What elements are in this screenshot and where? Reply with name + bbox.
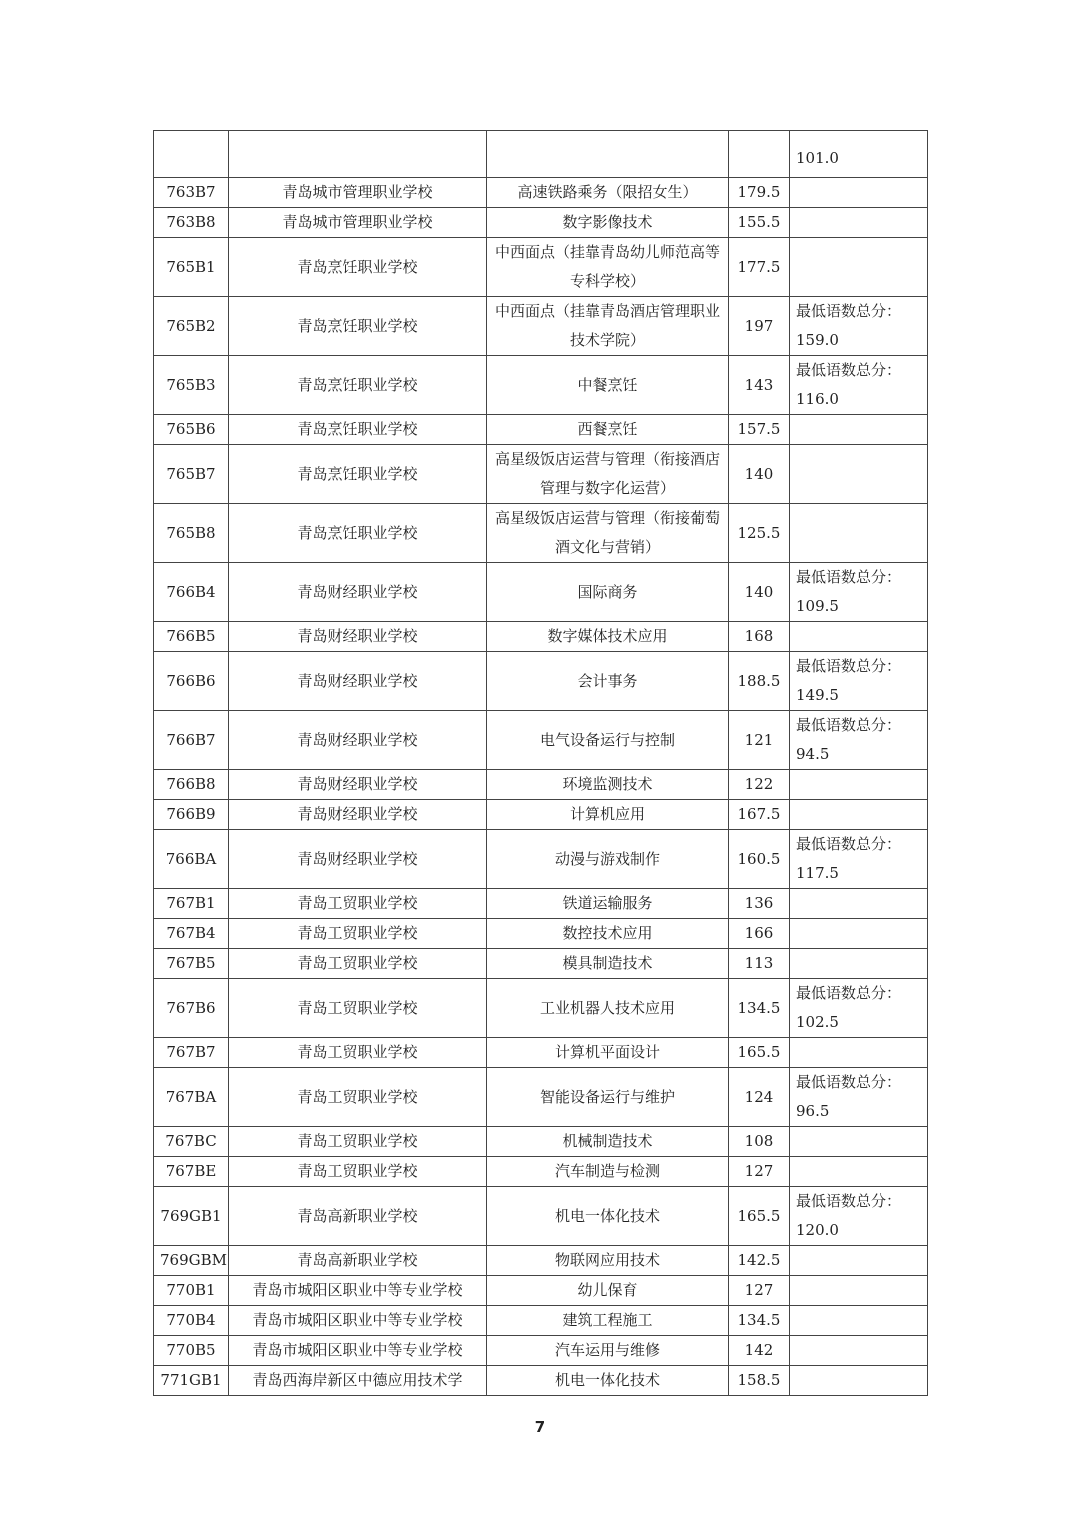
cell-score: 197 — [729, 297, 790, 356]
cell-note — [790, 1127, 928, 1157]
cell-note — [790, 1336, 928, 1366]
cell-major: 建筑工程施工 — [487, 1306, 729, 1336]
cell-school: 青岛财经职业学校 — [229, 652, 487, 711]
cell-major: 计算机应用 — [487, 800, 729, 830]
cell-school: 青岛工贸职业学校 — [229, 1068, 487, 1127]
table-row — [154, 178, 928, 208]
cell-score: 179.5 — [729, 178, 790, 208]
cell-note: 101.0 — [790, 131, 928, 178]
cell-school — [229, 131, 487, 178]
cell-code: 765B3 — [154, 356, 229, 415]
cell-code: 763B7 — [154, 178, 229, 208]
table-row — [154, 238, 928, 297]
table-row — [154, 297, 928, 356]
cell-score: 124 — [729, 1068, 790, 1127]
cell-school: 青岛高新职业学校 — [229, 1187, 487, 1246]
table-row — [154, 979, 928, 1038]
cell-code: 770B4 — [154, 1306, 229, 1336]
cell-score: 121 — [729, 711, 790, 770]
cell-code: 767BA — [154, 1068, 229, 1127]
cell-major: 计算机平面设计 — [487, 1038, 729, 1068]
cell-note — [790, 919, 928, 949]
cell-score: 188.5 — [729, 652, 790, 711]
cell-code: 767BE — [154, 1157, 229, 1187]
cell-major: 动漫与游戏制作 — [487, 830, 729, 889]
cell-score: 167.5 — [729, 800, 790, 830]
table-row — [154, 1187, 928, 1246]
cell-note: 最低语数总分：149.5 — [790, 652, 928, 711]
cell-code: 765B8 — [154, 504, 229, 563]
table-row — [154, 131, 928, 178]
cell-note — [790, 445, 928, 504]
cell-note — [790, 770, 928, 800]
cell-major: 物联网应用技术 — [487, 1246, 729, 1276]
page-number: 7 — [534, 1418, 546, 1436]
cell-score: 127 — [729, 1276, 790, 1306]
cell-note: 最低语数总分：117.5 — [790, 830, 928, 889]
cell-school: 青岛工贸职业学校 — [229, 949, 487, 979]
cell-school: 青岛工贸职业学校 — [229, 979, 487, 1038]
table-row — [154, 800, 928, 830]
table-row — [154, 830, 928, 889]
cell-note: 最低语数总分：116.0 — [790, 356, 928, 415]
table-row — [154, 415, 928, 445]
cell-major: 数字媒体技术应用 — [487, 622, 729, 652]
table-row — [154, 1366, 928, 1396]
cell-major — [487, 131, 729, 178]
cell-code: 771GB1 — [154, 1366, 229, 1396]
cell-score: 122 — [729, 770, 790, 800]
cell-note: 最低语数总分：96.5 — [790, 1068, 928, 1127]
cell-note — [790, 1038, 928, 1068]
cell-major: 机电一体化技术 — [487, 1187, 729, 1246]
cell-major: 会计事务 — [487, 652, 729, 711]
cell-major: 机电一体化技术 — [487, 1366, 729, 1396]
cell-school: 青岛工贸职业学校 — [229, 1127, 487, 1157]
cell-major: 数控技术应用 — [487, 919, 729, 949]
cell-school: 青岛财经职业学校 — [229, 622, 487, 652]
cell-school: 青岛烹饪职业学校 — [229, 415, 487, 445]
cell-code: 765B1 — [154, 238, 229, 297]
cell-code: 765B7 — [154, 445, 229, 504]
cell-code: 767B6 — [154, 979, 229, 1038]
cell-major: 西餐烹饪 — [487, 415, 729, 445]
cell-note — [790, 504, 928, 563]
cell-score: 136 — [729, 889, 790, 919]
cell-code: 766B8 — [154, 770, 229, 800]
table-row — [154, 563, 928, 622]
cell-major: 电气设备运行与控制 — [487, 711, 729, 770]
cell-note — [790, 208, 928, 238]
cell-code: 767B7 — [154, 1038, 229, 1068]
cell-score: 160.5 — [729, 830, 790, 889]
cell-note: 最低语数总分：120.0 — [790, 1187, 928, 1246]
cell-major: 数字影像技术 — [487, 208, 729, 238]
cell-score: 165.5 — [729, 1187, 790, 1246]
cell-note — [790, 949, 928, 979]
cell-score: 143 — [729, 356, 790, 415]
cell-note — [790, 1157, 928, 1187]
cell-code: 766BA — [154, 830, 229, 889]
table-row — [154, 356, 928, 415]
cell-school: 青岛西海岸新区中德应用技术学 — [229, 1366, 487, 1396]
cell-major: 高星级饭店运营与管理（衔接酒店管理与数字化运营） — [487, 445, 729, 504]
cell-code: 767BC — [154, 1127, 229, 1157]
table-row — [154, 770, 928, 800]
cell-major: 机械制造技术 — [487, 1127, 729, 1157]
cell-major: 中西面点（挂靠青岛幼儿师范高等专科学校） — [487, 238, 729, 297]
cell-score: 155.5 — [729, 208, 790, 238]
table-row — [154, 1038, 928, 1068]
cell-school: 青岛城市管理职业学校 — [229, 208, 487, 238]
cell-code: 770B1 — [154, 1276, 229, 1306]
cell-code: 765B6 — [154, 415, 229, 445]
cell-code: 766B4 — [154, 563, 229, 622]
cell-school: 青岛工贸职业学校 — [229, 919, 487, 949]
cell-score: 113 — [729, 949, 790, 979]
cell-note — [790, 622, 928, 652]
cell-note: 最低语数总分：102.5 — [790, 979, 928, 1038]
cell-score: 158.5 — [729, 1366, 790, 1396]
cell-note: 最低语数总分：159.0 — [790, 297, 928, 356]
cell-note — [790, 889, 928, 919]
cell-major: 幼儿保育 — [487, 1276, 729, 1306]
cell-score: 157.5 — [729, 415, 790, 445]
cell-school: 青岛工贸职业学校 — [229, 1157, 487, 1187]
cell-major: 高速铁路乘务（限招女生） — [487, 178, 729, 208]
table-row — [154, 889, 928, 919]
table-row — [154, 1127, 928, 1157]
table-row — [154, 949, 928, 979]
cell-major: 高星级饭店运营与管理（衔接葡萄酒文化与营销） — [487, 504, 729, 563]
cell-score — [729, 131, 790, 178]
cell-school: 青岛财经职业学校 — [229, 770, 487, 800]
cell-code: 766B9 — [154, 800, 229, 830]
table-row — [154, 1157, 928, 1187]
cell-code: 766B5 — [154, 622, 229, 652]
cell-code: 766B7 — [154, 711, 229, 770]
table-row — [154, 1246, 928, 1276]
cell-score: 140 — [729, 563, 790, 622]
cell-school: 青岛烹饪职业学校 — [229, 356, 487, 415]
table-row — [154, 445, 928, 504]
table-row — [154, 1306, 928, 1336]
cell-code: 767B4 — [154, 919, 229, 949]
cell-major: 工业机器人技术应用 — [487, 979, 729, 1038]
cell-school: 青岛财经职业学校 — [229, 830, 487, 889]
cell-code — [154, 131, 229, 178]
cell-school: 青岛高新职业学校 — [229, 1246, 487, 1276]
table-row — [154, 652, 928, 711]
table-body — [154, 131, 928, 1396]
cell-note — [790, 415, 928, 445]
cell-major: 铁道运输服务 — [487, 889, 729, 919]
table-row — [154, 711, 928, 770]
cell-score: 165.5 — [729, 1038, 790, 1068]
table-row — [154, 919, 928, 949]
cell-school: 青岛市城阳区职业中等专业学校 — [229, 1306, 487, 1336]
cell-school: 青岛财经职业学校 — [229, 711, 487, 770]
cell-note: 最低语数总分：94.5 — [790, 711, 928, 770]
cell-note — [790, 1276, 928, 1306]
cell-code: 767B1 — [154, 889, 229, 919]
cell-major: 中餐烹饪 — [487, 356, 729, 415]
cell-code: 767B5 — [154, 949, 229, 979]
cell-score: 140 — [729, 445, 790, 504]
cell-school: 青岛市城阳区职业中等专业学校 — [229, 1276, 487, 1306]
cell-code: 765B2 — [154, 297, 229, 356]
cell-note — [790, 1306, 928, 1336]
cell-score: 125.5 — [729, 504, 790, 563]
cell-note: 最低语数总分：109.5 — [790, 563, 928, 622]
cell-note — [790, 1366, 928, 1396]
cell-note — [790, 178, 928, 208]
cell-school: 青岛烹饪职业学校 — [229, 238, 487, 297]
cell-major: 中西面点（挂靠青岛酒店管理职业技术学院） — [487, 297, 729, 356]
admission-score-table — [153, 130, 928, 1396]
cell-code: 769GB1 — [154, 1187, 229, 1246]
cell-score: 177.5 — [729, 238, 790, 297]
cell-school: 青岛财经职业学校 — [229, 800, 487, 830]
cell-note — [790, 238, 928, 297]
cell-code: 769GBM — [154, 1246, 229, 1276]
cell-score: 168 — [729, 622, 790, 652]
table-row — [154, 1336, 928, 1366]
cell-score: 142.5 — [729, 1246, 790, 1276]
cell-school: 青岛工贸职业学校 — [229, 1038, 487, 1068]
cell-school: 青岛烹饪职业学校 — [229, 504, 487, 563]
cell-school: 青岛烹饪职业学校 — [229, 445, 487, 504]
cell-major: 环境监测技术 — [487, 770, 729, 800]
table-row — [154, 504, 928, 563]
cell-score: 142 — [729, 1336, 790, 1366]
cell-major: 汽车制造与检测 — [487, 1157, 729, 1187]
cell-school: 青岛工贸职业学校 — [229, 889, 487, 919]
cell-school: 青岛财经职业学校 — [229, 563, 487, 622]
table-row — [154, 622, 928, 652]
cell-school: 青岛烹饪职业学校 — [229, 297, 487, 356]
cell-school: 青岛城市管理职业学校 — [229, 178, 487, 208]
cell-code: 766B6 — [154, 652, 229, 711]
cell-score: 134.5 — [729, 1306, 790, 1336]
cell-school: 青岛市城阳区职业中等专业学校 — [229, 1336, 487, 1366]
cell-note — [790, 800, 928, 830]
cell-score: 166 — [729, 919, 790, 949]
cell-code: 770B5 — [154, 1336, 229, 1366]
cell-major: 汽车运用与维修 — [487, 1336, 729, 1366]
cell-score: 108 — [729, 1127, 790, 1157]
cell-score: 127 — [729, 1157, 790, 1187]
cell-code: 763B8 — [154, 208, 229, 238]
table-row — [154, 208, 928, 238]
table-row — [154, 1276, 928, 1306]
cell-major: 智能设备运行与维护 — [487, 1068, 729, 1127]
table-row — [154, 1068, 928, 1127]
cell-note — [790, 1246, 928, 1276]
cell-score: 134.5 — [729, 979, 790, 1038]
cell-major: 模具制造技术 — [487, 949, 729, 979]
cell-major: 国际商务 — [487, 563, 729, 622]
